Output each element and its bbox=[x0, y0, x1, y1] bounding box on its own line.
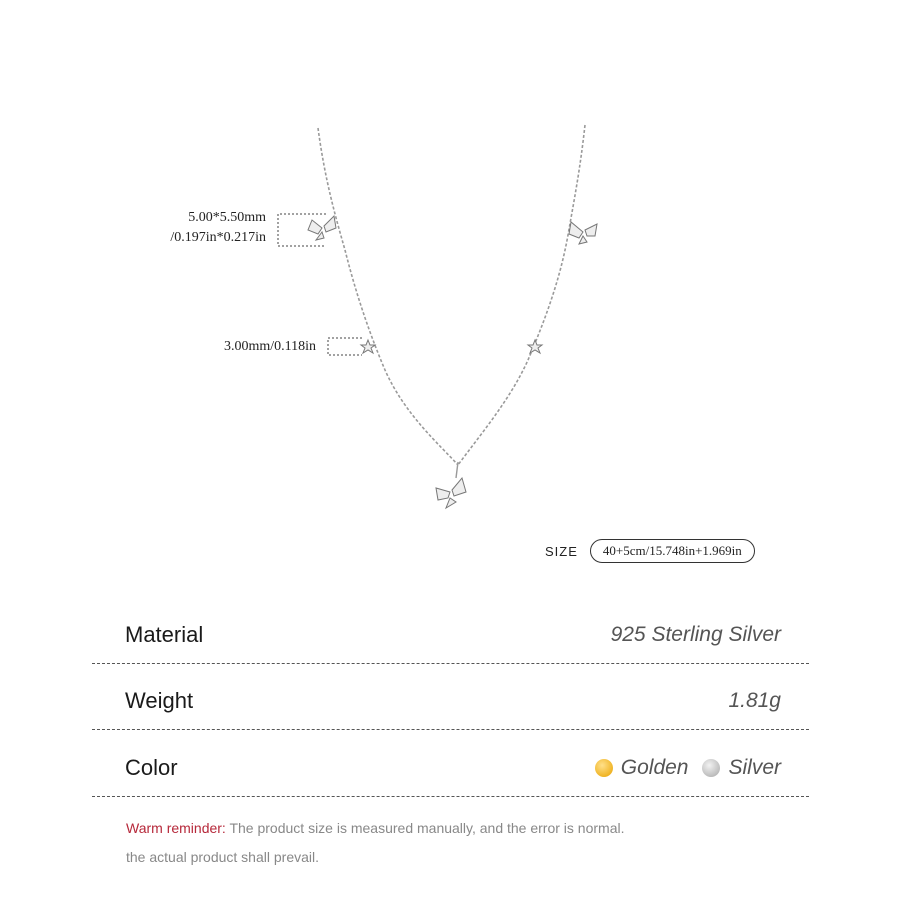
material-row bbox=[92, 607, 809, 664]
material-value: 925 Sterling Silver bbox=[610, 623, 781, 646]
butterfly-dimension-mm: 5.00*5.50mm bbox=[188, 210, 266, 225]
color-option-silver[interactable]: Silver bbox=[728, 756, 781, 779]
color-option-golden[interactable]: Golden bbox=[620, 756, 689, 779]
star-charm-right bbox=[528, 340, 542, 353]
weight-value: 1.81g bbox=[728, 689, 781, 712]
color-row bbox=[92, 740, 809, 797]
size-value-pill: 40+5cm/15.748in+1.969in bbox=[590, 539, 755, 563]
color-options bbox=[595, 756, 809, 780]
warm-reminder bbox=[126, 814, 625, 872]
material-label: Material bbox=[125, 622, 204, 647]
size-label: SIZE bbox=[545, 543, 578, 559]
dimension-bracket-star bbox=[328, 338, 362, 355]
star-dimension-label: 3.00mm/0.118in bbox=[223, 339, 316, 354]
butterfly-dimension-label bbox=[140, 208, 266, 248]
silver-swatch-icon[interactable] bbox=[702, 759, 720, 777]
butterfly-dimension-in: /0.197in*0.217in bbox=[170, 230, 266, 245]
color-label: Color bbox=[125, 755, 178, 780]
butterfly-charm-right bbox=[569, 222, 597, 244]
butterfly-charm-center bbox=[436, 462, 466, 508]
reminder-prefix: Warm reminder: bbox=[126, 820, 226, 836]
reminder-line-2: the actual product shall prevail. bbox=[126, 849, 319, 865]
reminder-text-1: The product size is measured manually, and the error is normal. bbox=[225, 820, 625, 836]
reminder-line-1 bbox=[126, 814, 625, 843]
weight-label: Weight bbox=[125, 688, 194, 713]
size-row bbox=[545, 537, 755, 565]
weight-row bbox=[92, 673, 809, 730]
golden-swatch-icon[interactable] bbox=[595, 759, 613, 777]
butterfly-charm-left bbox=[308, 216, 336, 240]
necklace-chain bbox=[318, 125, 585, 465]
